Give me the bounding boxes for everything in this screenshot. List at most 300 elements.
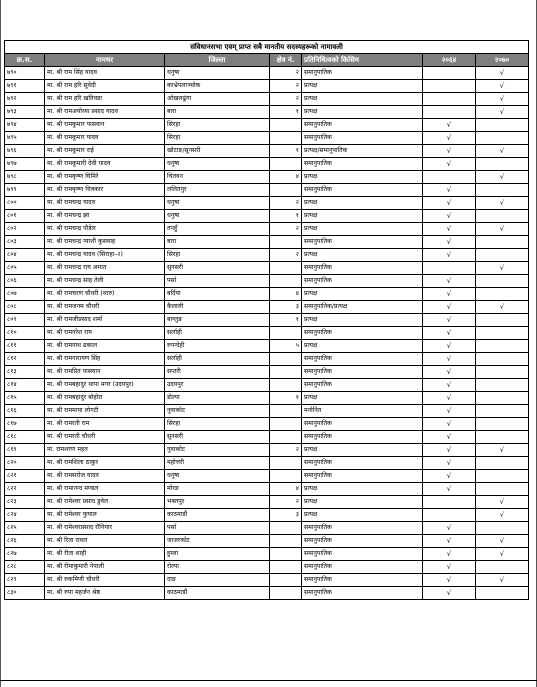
header-sn: क्र.स.: [5, 54, 45, 67]
table-row: [5, 197, 529, 210]
table-row: [5, 262, 529, 275]
cell-year-2064: √: [423, 457, 476, 470]
table-row: [5, 353, 529, 366]
table-row: [5, 249, 529, 262]
cell-year-2064: √: [423, 314, 476, 327]
cell-type: प्रत्यक्ष: [302, 80, 423, 93]
cell-district: तनहुँ: [165, 223, 270, 236]
cell-type: प्रत्यक्ष: [302, 496, 423, 509]
cell-year-2070: √: [476, 67, 529, 80]
members-table: [4, 40, 529, 600]
cell-name: मा. श्री रामचन्द्र यादव (सिराहा–२): [45, 249, 165, 262]
cell-name: मा. श्री रीमाकुमारी नेपाली: [45, 561, 165, 574]
cell-year-2064: √: [423, 223, 476, 236]
cell-year-2070: √: [476, 106, 529, 119]
cell-type: समानुपातिक: [302, 262, 423, 275]
cell-district: ओखलढुंगा: [165, 93, 270, 106]
cell-type: प्रत्यक्ष: [302, 223, 423, 236]
cell-area: [270, 379, 302, 392]
cell-year-2064: √: [423, 184, 476, 197]
table-row: [5, 405, 529, 418]
cell-name: मा. श्री रामबहादुर बोहोरा: [45, 392, 165, 405]
table-row: [5, 158, 529, 171]
cell-type: समानुपातिक: [302, 353, 423, 366]
cell-year-2070: [476, 522, 529, 535]
table-row: [5, 509, 529, 522]
title-row: [5, 41, 529, 54]
cell-district: पर्सा: [165, 275, 270, 288]
cell-area: २: [270, 496, 302, 509]
cell-area: [270, 405, 302, 418]
table-row: [5, 106, 529, 119]
cell-district: धनुषा: [165, 67, 270, 80]
cell-year-2064: √: [423, 210, 476, 223]
cell-year-2064: √: [423, 145, 476, 158]
cell-type: समानुपातिक: [302, 522, 423, 535]
cell-type: प्रत्यक्ष: [302, 288, 423, 301]
cell-type: प्रत्यक्ष/समानुपातिक: [302, 145, 423, 158]
cell-year-2064: [423, 106, 476, 119]
header-district: जिल्ला: [165, 54, 270, 67]
cell-district: उदयपुर: [165, 379, 270, 392]
cell-district: ललितपुर: [165, 184, 270, 197]
cell-sn: ८०९: [5, 314, 45, 327]
cell-year-2064: √: [423, 418, 476, 431]
cell-district: महोत्तरी: [165, 457, 270, 470]
cell-name: मा. श्री रामनरेश राय: [45, 327, 165, 340]
table-row: [5, 548, 529, 561]
table-row: [5, 522, 529, 535]
cell-district: सिरहा: [165, 418, 270, 431]
cell-type: समानुपातिक: [302, 67, 423, 80]
cell-name: मा. श्री रामचन्द्र पौडेल: [45, 223, 165, 236]
cell-sn: ८१८: [5, 431, 45, 444]
cell-area: [270, 353, 302, 366]
cell-type: समानुपातिक: [302, 457, 423, 470]
cell-year-2070: [476, 210, 529, 223]
cell-type: समानुपातिक: [302, 119, 423, 132]
cell-type: समानुपातिक/प्रत्यक्ष: [302, 301, 423, 314]
header-name: नामथर: [45, 54, 165, 67]
cell-year-2070: [476, 314, 529, 327]
table-row: [5, 80, 529, 93]
cell-year-2064: √: [423, 548, 476, 561]
table-row: [5, 470, 529, 483]
cell-year-2064: √: [423, 392, 476, 405]
cell-district: काठमाडौं: [165, 587, 270, 600]
table-row: [5, 327, 529, 340]
cell-year-2070: [476, 236, 529, 249]
cell-year-2070: [476, 275, 529, 288]
cell-year-2070: [476, 366, 529, 379]
cell-year-2064: [423, 496, 476, 509]
table-row: [5, 301, 529, 314]
cell-type: समानुपातिक: [302, 574, 423, 587]
cell-district: भक्तपुर: [165, 496, 270, 509]
header-type: प्रतिनिधित्वको किसिम: [302, 54, 423, 67]
table-row: [5, 483, 529, 496]
cell-year-2070: [476, 418, 529, 431]
table-row: [5, 431, 529, 444]
cell-sn: ८२५: [5, 522, 45, 535]
cell-district: काठमाडौं: [165, 509, 270, 522]
cell-sn: ८१२: [5, 353, 45, 366]
cell-year-2070: √: [476, 171, 529, 184]
cell-district: धनुषा: [165, 158, 270, 171]
cell-area: [270, 327, 302, 340]
cell-name: मा. श्री रामचन्द्र साह तेली: [45, 275, 165, 288]
cell-sn: ८०७: [5, 288, 45, 301]
table-row: [5, 366, 529, 379]
table-row: [5, 457, 529, 470]
cell-area: ३: [270, 301, 302, 314]
cell-year-2064: √: [423, 470, 476, 483]
cell-sn: ८२०: [5, 457, 45, 470]
cell-year-2070: √: [476, 262, 529, 275]
cell-year-2064: √: [423, 561, 476, 574]
cell-name: मा. श्री रामकुमारी देवी यादव: [45, 158, 165, 171]
cell-name: मा. श्री रामचन्द्र प्याशी कुसवाह: [45, 236, 165, 249]
cell-district: हुम्ला: [165, 548, 270, 561]
cell-type: प्रत्यक्ष: [302, 249, 423, 262]
cell-year-2064: [423, 509, 476, 522]
cell-district: धनुषा: [165, 210, 270, 223]
cell-name: मा. श्री रामकुमार राई: [45, 145, 165, 158]
table-row: [5, 535, 529, 548]
cell-area: १: [270, 106, 302, 119]
cell-year-2070: √: [476, 223, 529, 236]
cell-year-2070: [476, 431, 529, 444]
table-row: [5, 275, 529, 288]
table-row: [5, 444, 529, 457]
cell-district: सर्लाही: [165, 327, 270, 340]
cell-year-2064: √: [423, 288, 476, 301]
cell-sn: ७९०: [5, 67, 45, 80]
cell-type: मनोनित: [302, 405, 423, 418]
table-row: [5, 392, 529, 405]
cell-year-2064: √: [423, 353, 476, 366]
cell-sn: ८०३: [5, 236, 45, 249]
table-row: [5, 314, 529, 327]
cell-district: बारा: [165, 106, 270, 119]
cell-area: [270, 119, 302, 132]
table-row: [5, 288, 529, 301]
cell-type: समानुपातिक: [302, 158, 423, 171]
cell-name: मा. श्री रामकुमार पासवान: [45, 119, 165, 132]
cell-area: [270, 548, 302, 561]
cell-area: [270, 262, 302, 275]
cell-name: मा. श्री रामबहादुर थापा मगर (उदयपुर): [45, 379, 165, 392]
cell-area: २: [270, 197, 302, 210]
table-row: [5, 171, 529, 184]
cell-sn: ७९१: [5, 80, 45, 93]
cell-area: [270, 275, 302, 288]
page-left-border: [0, 0, 1, 687]
cell-name: मा. श्री रामचन्द्र राय अमात: [45, 262, 165, 275]
cell-district: सिरहा: [165, 119, 270, 132]
cell-year-2064: √: [423, 379, 476, 392]
cell-area: २: [270, 93, 302, 106]
cell-district: जाजरकोट: [165, 535, 270, 548]
header-year-2064: २०६४: [423, 54, 476, 67]
cell-type: समानुपातिक: [302, 470, 423, 483]
cell-district: चितवन: [165, 171, 270, 184]
cell-district: काभ्रेपलाञ्चोक: [165, 80, 270, 93]
cell-year-2064: [423, 67, 476, 80]
cell-sn: ७९३: [5, 106, 45, 119]
cell-name: मा. श्री रामेश्वरप्रसाद रौनियार: [45, 522, 165, 535]
cell-year-2070: [476, 249, 529, 262]
cell-name: मा. श्री रुपा महर्जन श्रेष्ठ: [45, 587, 165, 600]
cell-year-2070: [476, 561, 529, 574]
cell-name: मा. श्री राम हरि खतिवडा: [45, 93, 165, 106]
cell-year-2070: [476, 392, 529, 405]
cell-year-2070: √: [476, 496, 529, 509]
table-row: [5, 418, 529, 431]
table-title: संविधानसभा एवम् प्राप्त सबै मानतीय सदस्यहरूको नामावली: [5, 41, 529, 54]
cell-sn: ८१७: [5, 418, 45, 431]
cell-type: समानुपातिक: [302, 236, 423, 249]
cell-type: प्रत्यक्ष: [302, 483, 423, 496]
cell-year-2070: √: [476, 574, 529, 587]
cell-name: मा. श्री रामजीप्रसाद शर्मा: [45, 314, 165, 327]
cell-sn: ८२३: [5, 496, 45, 509]
cell-year-2070: √: [476, 509, 529, 522]
cell-sn: ७९८: [5, 171, 45, 184]
table-row: [5, 145, 529, 158]
cell-sn: ८२८: [5, 561, 45, 574]
table-row: [5, 184, 529, 197]
cell-sn: ८०४: [5, 249, 45, 262]
cell-type: समानुपातिक: [302, 561, 423, 574]
cell-district: सप्तरी: [165, 366, 270, 379]
cell-district: मोरङ: [165, 483, 270, 496]
cell-year-2064: [423, 171, 476, 184]
table-row: [5, 379, 529, 392]
cell-sn: ८०२: [5, 223, 45, 236]
cell-year-2064: √: [423, 522, 476, 535]
cell-district: बाग्लुङ: [165, 314, 270, 327]
cell-name: मा. श्री रामानन्द मण्डल: [45, 483, 165, 496]
cell-sn: ७९७: [5, 158, 45, 171]
cell-area: १: [270, 392, 302, 405]
cell-year-2064: [423, 262, 476, 275]
cell-district: सिरहा: [165, 132, 270, 145]
cell-year-2064: √: [423, 444, 476, 457]
table-row: [5, 210, 529, 223]
cell-year-2070: [476, 132, 529, 145]
cell-district: रोल्पा: [165, 561, 270, 574]
cell-type: प्रत्यक्ष: [302, 392, 423, 405]
cell-area: ४: [270, 483, 302, 496]
cell-name: मा. श्री रामनाथ ढकाल: [45, 340, 165, 353]
table-row: [5, 119, 529, 132]
cell-area: [270, 431, 302, 444]
table-row: [5, 223, 529, 236]
cell-sn: ८२२: [5, 483, 45, 496]
cell-year-2070: [476, 184, 529, 197]
cell-type: प्रत्यक्ष: [302, 106, 423, 119]
cell-sn: ८२७: [5, 548, 45, 561]
cell-year-2064: √: [423, 340, 476, 353]
cell-area: ३: [270, 509, 302, 522]
cell-area: [270, 132, 302, 145]
cell-sn: ८०५: [5, 262, 45, 275]
cell-year-2064: √: [423, 132, 476, 145]
cell-sn: ७९९: [5, 184, 45, 197]
cell-name: मा. श्री रामरती राम: [45, 418, 165, 431]
cell-type: समानुपातिक: [302, 327, 423, 340]
cell-name: मा. श्री राम सिंह यादव: [45, 67, 165, 80]
cell-name: मा. श्री रामकुमार यादव: [45, 132, 165, 145]
cell-year-2070: √: [476, 535, 529, 548]
cell-district: डोल्पा: [165, 392, 270, 405]
cell-year-2064: √: [423, 587, 476, 600]
cell-district: बारा: [165, 236, 270, 249]
cell-year-2064: [423, 93, 476, 106]
cell-sn: ८२९: [5, 574, 45, 587]
cell-year-2064: √: [423, 275, 476, 288]
cell-area: [270, 418, 302, 431]
cell-area: २: [270, 444, 302, 457]
cell-year-2064: [423, 80, 476, 93]
cell-name: मा. श्री रामचन्द्र झा: [45, 210, 165, 223]
cell-year-2070: [476, 353, 529, 366]
header-area: क्षेत्र नं.: [270, 54, 302, 67]
cell-district: कैलाली: [165, 301, 270, 314]
cell-year-2070: [476, 288, 529, 301]
cell-type: समानुपातिक: [302, 366, 423, 379]
cell-sn: ७९५: [5, 132, 45, 145]
cell-type: प्रत्यक्ष: [302, 340, 423, 353]
cell-name: मा. श्री रामजनम चौधरी: [45, 301, 165, 314]
cell-district: धनुषा: [165, 470, 270, 483]
cell-name: मा. श्री रामेश्वर प्रसाद डुवेल: [45, 496, 165, 509]
cell-name: मा. श्री रामकृष्ण घिमिरे: [45, 171, 165, 184]
cell-sn: ८११: [5, 340, 45, 353]
cell-district: सर्लाही: [165, 353, 270, 366]
cell-area: १: [270, 210, 302, 223]
cell-name: मा. श्री राम हरि सुवेदी: [45, 80, 165, 93]
cell-year-2070: [476, 340, 529, 353]
cell-sn: ८२१: [5, 470, 45, 483]
cell-area: १: [270, 145, 302, 158]
cell-year-2070: [476, 457, 529, 470]
header-row: [5, 54, 529, 67]
cell-year-2064: √: [423, 119, 476, 132]
cell-sn: ८०१: [5, 210, 45, 223]
cell-type: प्रत्यक्ष: [302, 210, 423, 223]
cell-name: मा. श्री रुकमिणी चौधरी: [45, 574, 165, 587]
cell-type: समानुपातिक: [302, 431, 423, 444]
cell-year-2064: √: [423, 158, 476, 171]
cell-type: समानुपातिक: [302, 184, 423, 197]
document-page: [4, 40, 528, 600]
cell-area: [270, 522, 302, 535]
cell-area: २: [270, 249, 302, 262]
cell-name: मा. श्री रामकृष्ण चित्रकार: [45, 184, 165, 197]
cell-area: [270, 574, 302, 587]
cell-area: [270, 535, 302, 548]
cell-name: मा. श्री रामचन्द्र यादव: [45, 197, 165, 210]
cell-sn: ८०८: [5, 301, 45, 314]
cell-sn: ८००: [5, 197, 45, 210]
cell-name: मा. श्री रामसरोज यादव: [45, 470, 165, 483]
cell-area: १: [270, 314, 302, 327]
cell-sn: ८१४: [5, 379, 45, 392]
cell-year-2070: √: [476, 197, 529, 210]
cell-type: प्रत्यक्ष: [302, 171, 423, 184]
cell-year-2064: √: [423, 574, 476, 587]
cell-name: मा. श्री रामचरण चौधरी (थारु): [45, 288, 165, 301]
cell-year-2064: √: [423, 249, 476, 262]
cell-type: प्रत्यक्ष: [302, 314, 423, 327]
cell-area: [270, 561, 302, 574]
cell-district: सिरहा: [165, 249, 270, 262]
cell-year-2070: [476, 405, 529, 418]
cell-year-2070: √: [476, 145, 529, 158]
cell-sn: ८१९: [5, 444, 45, 457]
cell-name: मा. श्री रामनारायण सिंह: [45, 353, 165, 366]
cell-type: समानुपातिक: [302, 535, 423, 548]
cell-area: [270, 366, 302, 379]
cell-year-2064: √: [423, 236, 476, 249]
table-row: [5, 93, 529, 106]
cell-type: समानुपातिक: [302, 418, 423, 431]
cell-type: समानुपातिक: [302, 275, 423, 288]
cell-name: मा. श्री रामशिला ठाकुर: [45, 457, 165, 470]
cell-year-2064: √: [423, 405, 476, 418]
table-row: [5, 587, 529, 600]
page-bottom-border: [0, 680, 537, 681]
cell-year-2064: √: [423, 327, 476, 340]
cell-type: प्रत्यक्ष: [302, 509, 423, 522]
cell-name: मा. श्री रामेश्वर फुयाल: [45, 509, 165, 522]
cell-area: ४: [270, 288, 302, 301]
cell-district: खोटाङ/सुनसरी: [165, 145, 270, 158]
cell-year-2070: √: [476, 301, 529, 314]
cell-year-2064: √: [423, 483, 476, 496]
cell-name: मा. श्री रीता शाही: [45, 548, 165, 561]
cell-area: [270, 236, 302, 249]
table-row: [5, 496, 529, 509]
cell-type: समानुपातिक: [302, 548, 423, 561]
cell-sn: ८३०: [5, 587, 45, 600]
cell-district: धनुषा: [165, 197, 270, 210]
cell-area: [270, 470, 302, 483]
cell-sn: ८१५: [5, 392, 45, 405]
cell-type: प्रत्यक्ष: [302, 197, 423, 210]
cell-sn: ८१६: [5, 405, 45, 418]
cell-area: २: [270, 80, 302, 93]
table-row: [5, 561, 529, 574]
cell-sn: ८२६: [5, 535, 45, 548]
cell-year-2070: √: [476, 80, 529, 93]
cell-name: मा. रामशरण महत: [45, 444, 165, 457]
cell-name: मा. श्री राममाया लोगटी: [45, 405, 165, 418]
cell-sn: ८१३: [5, 366, 45, 379]
cell-sn: ८०६: [5, 275, 45, 288]
cell-sn: ७९२: [5, 93, 45, 106]
cell-sn: ७९४: [5, 119, 45, 132]
cell-area: [270, 587, 302, 600]
cell-name: मा. श्री रिता रावल: [45, 535, 165, 548]
cell-year-2070: [476, 327, 529, 340]
cell-name: मा. श्री रामरती चौधरी: [45, 431, 165, 444]
cell-area: ५: [270, 340, 302, 353]
cell-district: दाङ: [165, 574, 270, 587]
table-row: [5, 132, 529, 145]
